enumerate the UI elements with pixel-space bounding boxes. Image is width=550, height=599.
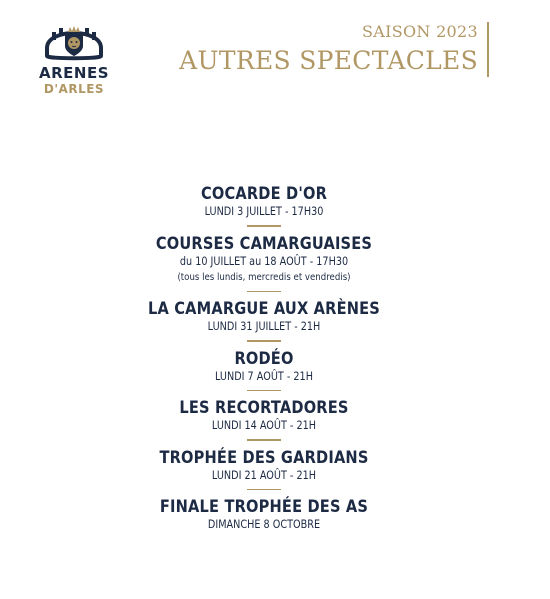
header [179,22,478,77]
event-item [0,448,528,483]
arena-emblem-icon [43,18,105,62]
event-item [0,299,528,334]
event-date: LUNDI 3 JUILLET - 17H30 [204,204,324,218]
event-date: LUNDI 14 AOÛT - 21H [211,418,317,432]
logo-text-darles: D'ARLES [43,82,105,96]
gold-separator [247,390,281,392]
arenes-logo [34,18,114,100]
event-date: DIMANCHE 8 OCTOBRE [207,517,321,531]
events-list [0,184,528,532]
event-date: LUNDI 21 AOÛT - 21H [211,467,317,482]
event-item [0,184,528,219]
gold-separator [247,225,281,227]
event-date: LUNDI 7 AOÛT - 21H [215,368,313,383]
event-name: COCARDE D'OR [200,184,328,204]
season-label: SAISON 2023 [361,22,478,41]
event-item [0,349,528,384]
event-name: COURSES CAMARGUAISES [155,233,373,254]
event-name: FINALE TROPHÉE DES AS [159,497,369,517]
event-note: (tous les lundis, mercredis et vendredis) [177,271,351,283]
page-title: AUTRES SPECTACLES [179,46,478,75]
event-name: LES RECORTADORES [179,398,349,418]
gold-separator [247,340,281,342]
event-date: du 10 JUILLET au 18 AOÛT - 17H30 [179,253,349,268]
event-item [0,398,528,433]
event-date: LUNDI 31 JUILLET - 21H [207,319,321,333]
event-item [0,497,528,532]
header-divider [487,22,489,77]
gold-separator [247,291,281,293]
gold-separator [247,489,281,491]
event-name: RODÉO [234,348,294,369]
gold-separator [247,439,281,441]
event-item [0,234,528,285]
event-name: TROPHÉE DES GARDIANS [159,447,369,468]
logo-text-arenes: ARENES [38,64,109,82]
event-name: LA CAMARGUE AUX ARÈNES [147,299,381,319]
